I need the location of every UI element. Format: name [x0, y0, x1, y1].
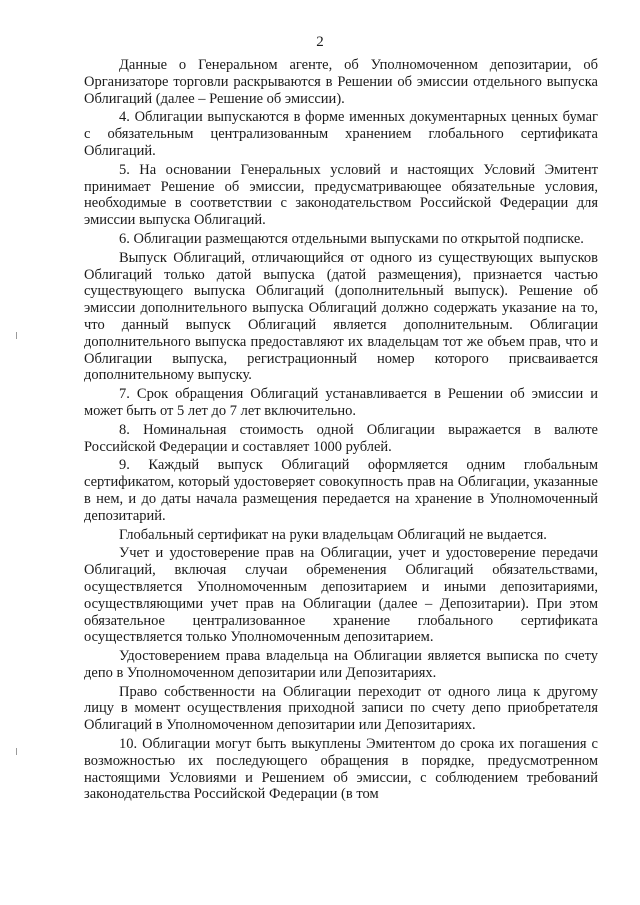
paragraph-rights-certification: Удостоверением права владельца на Облигации является выписка по счету депо в Уполномоченном депозитарии или Депозитариях.: [84, 648, 598, 681]
paragraph-ownership-transfer: Право собственности на Облигации переходит от одного лица к другому лицу в момент осуществления приходной записи по счету депо приобретателя Облигаций в Уполномоченном депозитарии или Депозитариях.: [84, 683, 598, 734]
page-number: 2: [316, 34, 324, 50]
scan-mark: [16, 332, 17, 339]
paragraph-item-4: 4. Облигации выпускаются в форме именных документарных ценных бумаг с обязательным централизованным хранением глобального сертификата Облигаций.: [84, 109, 598, 159]
paragraph-item-10: 10. Облигации могут быть выкуплены Эмитентом до срока их погашения с возможностью их последующего обращения в порядке, предусмотренном настоящими Условиями и Решением об эмиссии, с соблюдением требований законодательства Российской Федерации (в том: [84, 736, 598, 803]
paragraph-item-9: 9. Каждый выпуск Облигаций оформляется одним глобальным сертификатом, который удостоверяет совокупность прав на Облигации, указанные в нем, и до даты начала размещения передается на хранение в Уполномоченный депозитарий.: [84, 457, 598, 524]
paragraph-global-certificate: Глобальный сертификат на руки владельцам Облигаций не выдается.: [119, 526, 547, 543]
document-body: [84, 57, 598, 805]
paragraph-item-5: 5. На основании Генеральных условий и настоящих Условий Эмитент принимает Решение об эмиссии, предусматривающее обязательные условия, необходимые в соответствии с законодательством Российской Федерации для эмиссии выпуска Облигаций.: [84, 161, 598, 229]
paragraph-item-8: 8. Номинальная стоимость одной Облигации выражается в валюте Российской Федерации и составляет 1000 рублей.: [84, 421, 598, 455]
paragraph-additional-issue: Выпуск Облигаций, отличающийся от одного из существующих выпусков Облигаций только датой выпуска (датой размещения), признается частью существующего выпуска Облигаций (дополнительный выпуск). Решение об эмиссии дополнительного выпуска Облигаций должно содержать указание на то, что данный выпуск Облигаций является дополнительным. Облигации дополнительного выпуска предоставляют их владельцам тот же объем прав, что и Облигации выпуска, регистрационный номер которого присваивается дополнительному выпуску.: [84, 249, 598, 384]
paragraph-item-6: 6. Облигации размещаются отдельными выпусками по открытой подписке.: [119, 230, 584, 247]
paragraph-agents-disclosure: Данные о Генеральном агенте, об Уполномоченном депозитарии, об Организаторе торговли раскрываются в Решении об эмиссии отдельного выпуска Облигаций (далее – Решение об эмиссии).: [84, 57, 598, 107]
paragraph-item-7: 7. Срок обращения Облигаций устанавливается в Решении об эмиссии и может быть от 5 лет до 7 лет включительно.: [84, 386, 598, 419]
paragraph-rights-accounting: Учет и удостоверение прав на Облигации, учет и удостоверение передачи Облигаций, включая случаи обременения Облигаций обязательствами, осуществляется Уполномоченным депозитарием и иными депозитариями, осуществляющими учет прав на Облигации (далее – Депозитарии). При этом обязательное централизованное хранение глобального сертификата осуществляется только Уполномоченным депозитарием.: [84, 545, 598, 646]
scan-mark: [16, 748, 17, 755]
